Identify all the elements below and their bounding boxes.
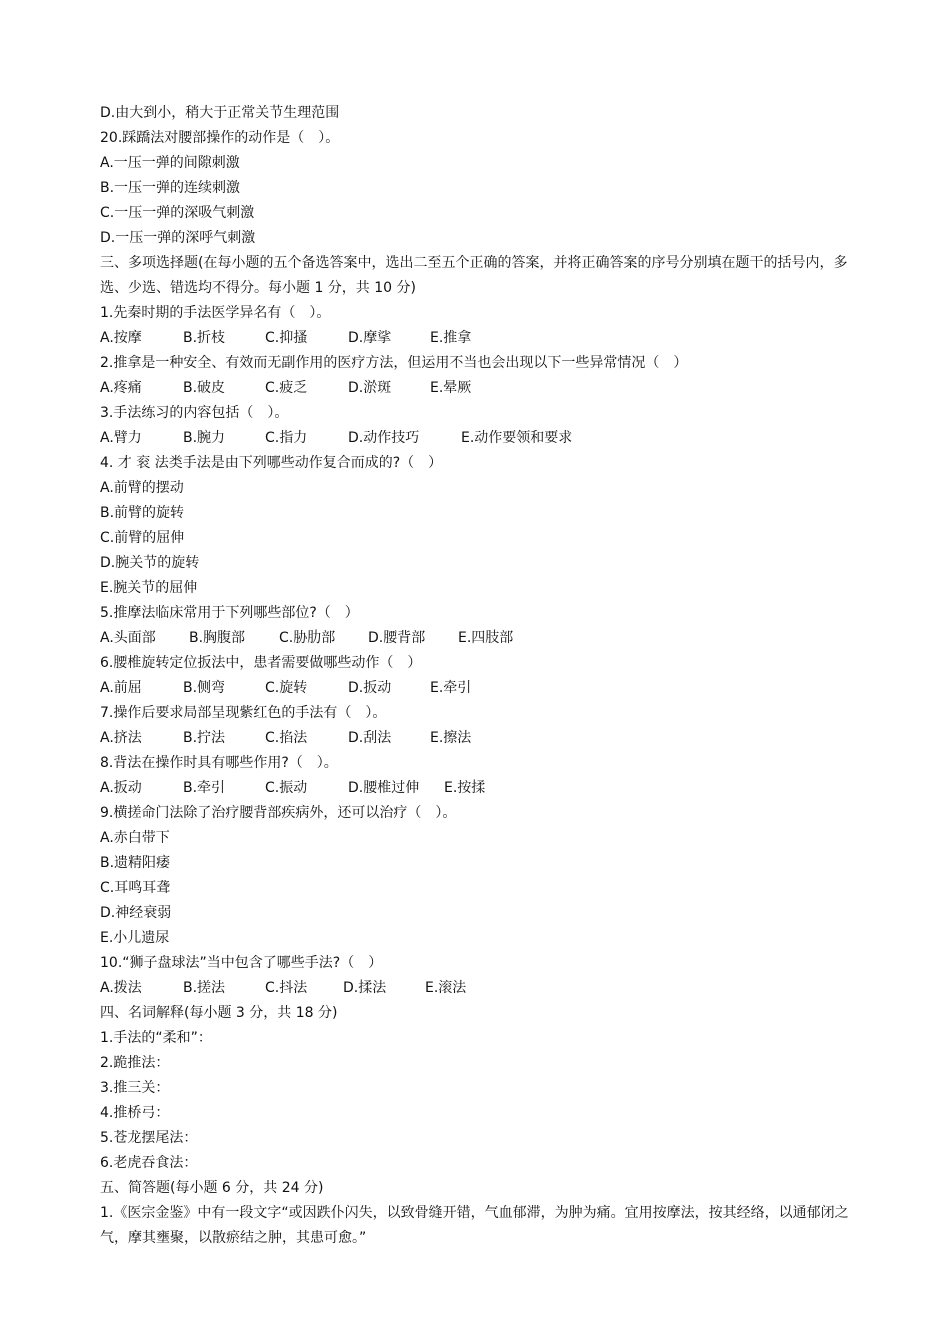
option: B.搓法 xyxy=(183,980,226,996)
option: C.旋转 xyxy=(265,680,308,696)
option-line: B.前臂的旋转 xyxy=(100,505,185,521)
option: C.掐法 xyxy=(265,730,308,746)
options-row-q8 xyxy=(100,776,860,801)
question-4: 4. 才 衮 法类手法是由下列哪些动作复合而成的?（ ） xyxy=(100,455,443,471)
term-3: 3.推三关： xyxy=(100,1080,170,1096)
question-7: 7.操作后要求局部呈现紫红色的手法有（ ）。 xyxy=(100,705,387,721)
option: A.按摩 xyxy=(100,330,142,346)
section-heading-short-answer: 五、简答题(每小题 6 分，共 24 分) xyxy=(100,1180,324,1196)
term-6: 6.老虎吞食法： xyxy=(100,1155,198,1171)
question-2: 2.推拿是一种安全、有效而无副作用的医疗方法，但运用不当也会出现以下一些异常情况（ ） xyxy=(100,355,688,371)
option-line: D.一压一弹的深呼气刺激 xyxy=(100,230,256,246)
option-line: D.由大到小，稍大于正常关节生理范围 xyxy=(100,105,340,121)
option: C.抑搔 xyxy=(265,330,308,346)
options-row-q2 xyxy=(100,376,860,401)
option: A.挤法 xyxy=(100,730,142,746)
question-1: 1.先秦时期的手法医学异名有（ ）。 xyxy=(100,305,331,321)
option: E.晕厥 xyxy=(430,380,472,396)
option: B.侧弯 xyxy=(183,680,226,696)
option: C.振动 xyxy=(265,780,308,796)
options-row-q7 xyxy=(100,726,860,751)
options-row-q3 xyxy=(100,426,860,451)
option-line: E.小儿遗尿 xyxy=(100,930,170,946)
option: E.四肢部 xyxy=(458,630,514,646)
term-2: 2.跪推法： xyxy=(100,1055,170,1071)
option-line: D.神经衰弱 xyxy=(100,905,172,921)
options-row-q6 xyxy=(100,676,860,701)
option-line: D.腕关节的旋转 xyxy=(100,555,200,571)
option: B.胸腹部 xyxy=(189,630,246,646)
option: E.按揉 xyxy=(444,780,486,796)
option: D.腰背部 xyxy=(368,630,426,646)
options-row-q10 xyxy=(100,976,860,1001)
option: E.牵引 xyxy=(430,680,472,696)
question-10: 10.“狮子盘球法”当中包含了哪些手法?（ ） xyxy=(100,955,383,971)
option: A.头面部 xyxy=(100,630,156,646)
option: C.指力 xyxy=(265,430,308,446)
document-page xyxy=(100,101,860,1251)
option-line: B.遗精阳痿 xyxy=(100,855,171,871)
option: B.破皮 xyxy=(183,380,226,396)
option: D.摩挲 xyxy=(348,330,392,346)
short-answer-question-1: 1.《医宗金鉴》中有一段文字“或因跌仆闪失，以致骨缝开错，气血郁滞，为肿为痛。宜用按摩法，按其经络，以通郁闭之气，摩其壅聚，以散瘀结之肿，其患可愈。” xyxy=(100,1205,849,1246)
option: B.拧法 xyxy=(183,730,226,746)
options-row-q1 xyxy=(100,326,860,351)
option-line: E.腕关节的屈伸 xyxy=(100,580,198,596)
option: B.牵引 xyxy=(183,780,226,796)
term-1: 1.手法的“柔和”： xyxy=(100,1030,212,1046)
option-line: A.一压一弹的间隙刺激 xyxy=(100,155,240,171)
question-3: 3.手法练习的内容包括（ ）。 xyxy=(100,405,289,421)
question-6: 6.腰椎旋转定位扳法中，患者需要做哪些动作（ ） xyxy=(100,655,422,671)
option-line: C.前臂的屈伸 xyxy=(100,530,185,546)
question-9: 9.横搓命门法除了治疗腰背部疾病外，还可以治疗（ ）。 xyxy=(100,805,457,821)
option-line: C.一压一弹的深吸气刺激 xyxy=(100,205,255,221)
option-line: A.前臂的摆动 xyxy=(100,480,184,496)
option: B.折枝 xyxy=(183,330,226,346)
option: E.滚法 xyxy=(425,980,467,996)
option-line: B.一压一弹的连续刺激 xyxy=(100,180,241,196)
section-heading-multiple-choice: 三、多项选择题(在每小题的五个备选答案中，选出二至五个正确的答案，并将正确答案的序号分别填在题干的括号内，多选、少选、错选均不得分。每小题 1 分，共 10 分) xyxy=(100,255,848,296)
question-20: 20.踩蹻法对腰部操作的动作是（ ）。 xyxy=(100,130,340,146)
option: C.疲乏 xyxy=(265,380,308,396)
option: C.抖法 xyxy=(265,980,308,996)
term-5: 5.苍龙摆尾法： xyxy=(100,1130,198,1146)
option: A.扳动 xyxy=(100,780,142,796)
question-5: 5.推摩法临床常用于下列哪些部位?（ ） xyxy=(100,605,359,621)
term-4: 4.推桥弓： xyxy=(100,1105,170,1121)
question-8: 8.背法在操作时具有哪些作用?（ ）。 xyxy=(100,755,338,771)
option: D.刮法 xyxy=(348,730,392,746)
options-row-q5 xyxy=(100,626,860,651)
option: D.动作技巧 xyxy=(348,430,420,446)
option-line: C.耳鸣耳聋 xyxy=(100,880,171,896)
option: A.臂力 xyxy=(100,430,142,446)
option: D.淤斑 xyxy=(348,380,392,396)
option: E.擦法 xyxy=(430,730,472,746)
option: D.揉法 xyxy=(343,980,387,996)
option: D.腰椎过伸 xyxy=(348,780,420,796)
option: A.前屈 xyxy=(100,680,142,696)
option: A.疼痛 xyxy=(100,380,142,396)
option: A.拨法 xyxy=(100,980,142,996)
option: D.扳动 xyxy=(348,680,392,696)
option: E.动作要领和要求 xyxy=(461,430,573,446)
section-heading-terms: 四、名词解释(每小题 3 分，共 18 分) xyxy=(100,1005,338,1021)
option: B.腕力 xyxy=(183,430,226,446)
option: C.胁肋部 xyxy=(279,630,336,646)
option: E.推拿 xyxy=(430,330,472,346)
option-line: A.赤白带下 xyxy=(100,830,170,846)
